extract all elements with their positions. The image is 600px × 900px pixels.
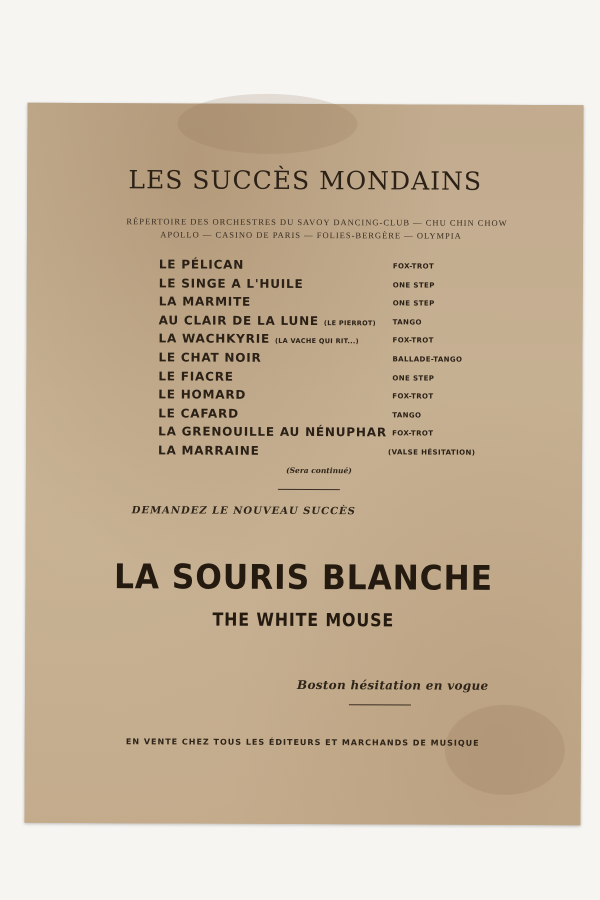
paper-stain	[177, 93, 357, 154]
dance-type: ONE STEP	[392, 373, 435, 383]
song-item	[159, 257, 499, 277]
song-note: (LA VACHE QUI RIT...)	[274, 337, 359, 346]
song-list	[158, 257, 499, 463]
song-item	[159, 276, 499, 296]
feature-style: Boston hésitation en vogue	[297, 677, 489, 693]
dance-type: FOX-TROT	[392, 429, 434, 438]
song-title: LA GRENOUILLE AU NÉNUPHAR	[158, 424, 387, 440]
song-title: LE CHAT NOIR	[158, 350, 262, 365]
dance-type: FOX-TROT	[392, 392, 434, 401]
feature-title: LA SOURIS BLANCHE	[113, 557, 494, 599]
song-title: LA MARRAINE	[158, 443, 260, 458]
song-title: LE FIACRE	[158, 368, 234, 384]
song-item	[158, 350, 498, 370]
dance-type: FOX-TROT	[392, 262, 435, 271]
song-title: LA WACHKYRIE	[158, 331, 271, 347]
song-item	[158, 425, 498, 445]
song-title: LE HOMARD	[158, 387, 247, 402]
song-title: LE SINGE A L'HUILE	[158, 275, 304, 291]
song-item	[158, 406, 498, 426]
song-item	[158, 369, 498, 389]
song-item	[158, 332, 498, 352]
dance-type: FOX-TROT	[392, 336, 434, 345]
sale-notice: EN VENTE CHEZ TOUS LES ÉDITEURS ET MARCHANDS DE MUSIQUE	[125, 737, 480, 748]
repertoire-line-1: RÉPERTOIRE DES ORCHESTRES DU SAVOY DANCING-CLUB — CHU CHIN CHOW	[126, 216, 508, 228]
song-item	[159, 313, 499, 333]
song-title: LE PÉLICAN	[158, 257, 245, 272]
song-title: LE CAFARD	[158, 406, 239, 421]
dance-type: ONE STEP	[392, 299, 435, 308]
song-title: LA MARMITE	[158, 294, 252, 309]
divider	[278, 489, 340, 490]
paper-stain	[445, 705, 565, 796]
repertoire-line-2: APOLLO — CASINO DE PARIS — FOLIES-BERGÈRE — OLYMPIA	[160, 229, 462, 241]
dance-type: ONE STEP	[392, 280, 435, 290]
sheet-music-back-cover	[24, 103, 583, 825]
song-item	[159, 295, 499, 315]
page-title: LES SUCCÈS MONDAINS	[128, 165, 483, 196]
ask-new-hit: DEMANDEZ LE NOUVEAU SUCCÈS	[131, 505, 356, 518]
dance-type: (VALSE HÉSITATION)	[388, 448, 476, 457]
song-item	[158, 388, 498, 408]
song-note: (LE PIERROT)	[323, 318, 376, 328]
feature-subtitle: THE WHITE MOUSE	[212, 609, 395, 632]
dance-type: TANGO	[392, 318, 422, 327]
dance-type: TANGO	[392, 411, 422, 420]
song-title: AU CLAIR DE LA LUNE	[158, 313, 319, 328]
divider	[349, 704, 411, 705]
song-item	[158, 443, 498, 463]
continued-note: (Sera continué)	[286, 465, 352, 476]
dance-type: BALLADE-TANGO	[392, 355, 463, 364]
